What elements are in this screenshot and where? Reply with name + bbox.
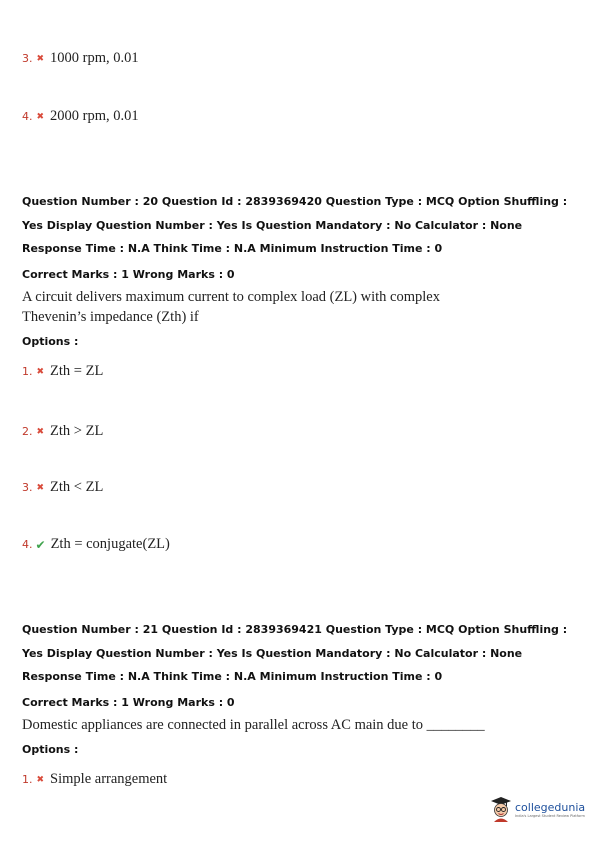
question-meta: Question Number : 21 Question Id : 2839369421 Question Type : MCQ Option Shuffling : Yes Display Question Number : Yes Is Question Mandatory : No Calculator : None Response Time : N.A Think Time : N.A Minimum Instruction Time : 0 (22, 623, 568, 683)
wrong-mark-icon: ✖ (36, 426, 45, 437)
question-text: A circuit delivers maximum current to complex load (ZL) with complex Thevenin’s impedance (Zth) if (22, 289, 440, 325)
question-text: Domestic appliances are connected in parallel across AC main due to ________ (22, 717, 485, 733)
option-row (22, 363, 103, 380)
options-label: Options : (22, 743, 79, 756)
logo-wordmark: collegedunia (515, 800, 586, 814)
marks-line: Correct Marks : 1 Wrong Marks : 0 (22, 696, 235, 709)
wrong-mark-icon: ✖ (36, 111, 45, 122)
options-label: Options : (22, 335, 79, 348)
wrong-mark-icon: ✖ (36, 53, 45, 64)
wrong-mark-icon: ✖ (36, 482, 45, 493)
wrong-mark-icon: ✖ (36, 366, 45, 377)
option-number: 4. (22, 538, 33, 551)
option-row (22, 108, 139, 125)
option-number: 3. (22, 481, 33, 494)
marks-line: Correct Marks : 1 Wrong Marks : 0 (22, 268, 235, 281)
option-row (22, 423, 103, 440)
option-row (22, 479, 103, 496)
correct-check-icon: ✔ (35, 537, 46, 552)
option-row (22, 771, 167, 788)
option-text: 2000 rpm, 0.01 (50, 108, 139, 124)
option-number: 4. (22, 110, 33, 123)
option-text: Zth = conjugate(ZL) (50, 536, 170, 552)
question-meta: Question Number : 20 Question Id : 2839369420 Question Type : MCQ Option Shuffling : Yes Display Question Number : Yes Is Question Mandatory : No Calculator : None Response Time : N.A Think Time : N.A Minimum Instruction Time : 0 (22, 195, 568, 255)
option-text: Zth > ZL (50, 423, 104, 439)
option-number: 1. (22, 773, 33, 786)
option-number: 3. (22, 52, 33, 65)
wrong-mark-icon: ✖ (36, 774, 45, 785)
option-text: Zth = ZL (50, 363, 104, 379)
option-text: 1000 rpm, 0.01 (50, 50, 139, 66)
option-row (22, 536, 170, 553)
option-row (22, 50, 139, 67)
option-text: Simple arrangement (50, 771, 168, 787)
logo-tagline: India's Largest Student Review Platform (515, 813, 585, 818)
graduate-mascot-icon (490, 795, 512, 823)
option-number: 1. (22, 365, 33, 378)
collegedunia-logo (490, 795, 585, 823)
option-number: 2. (22, 425, 33, 438)
option-text: Zth < ZL (50, 479, 104, 495)
